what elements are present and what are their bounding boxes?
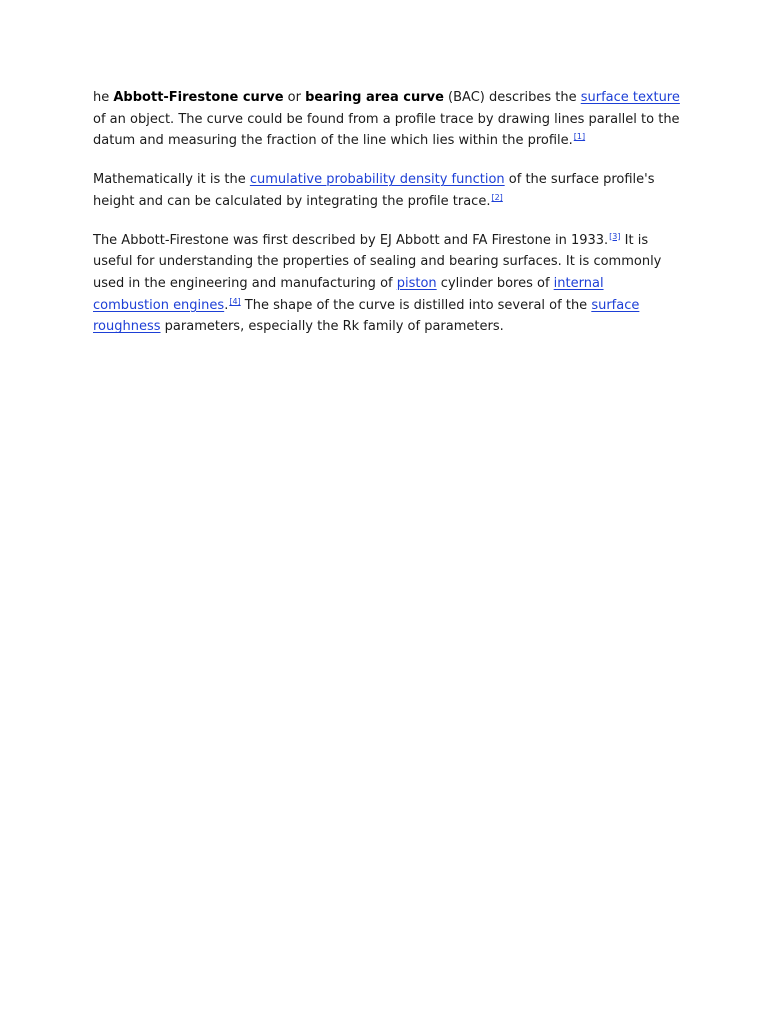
text-run: The shape of the curve is distilled into several of the [240,297,592,313]
paragraph-history [93,230,683,339]
paragraph-intro [93,87,683,152]
text-run: (BAC) describes the [443,90,581,105]
text-run: . [224,297,229,313]
citation-2 [491,193,502,202]
citation-link-2[interactable]: [2] [491,192,503,202]
link-internal-combustion-engines[interactable]: internal combustion engines [93,275,604,313]
text-run: It is useful for understanding the properties of sealing and bearing surfaces. It is commonly used in the engineering and manufacturing of [93,232,662,291]
text-run: parameters, especially the Rk family of parameters. [160,319,504,335]
text-run: of an object. The curve could be found from a profile trace by drawing lines parallel to the datum and measuring the fraction of the line which lies within the profile. [93,111,680,149]
text-run: he [93,90,114,105]
citation-4 [229,297,240,306]
term-abbott-firestone-curve: Abbott-Firestone curve [113,90,284,105]
text-run: of the surface profile's height and can be calculated by integrating the profile trace. [93,172,655,209]
citation-link-4[interactable]: [4] [229,296,241,306]
text-run: cylinder bores of [436,275,554,291]
text-run: or [283,90,306,105]
paragraph-mathematical [93,169,683,212]
citation-1 [574,132,585,141]
link-surface-texture[interactable]: surface texture [580,90,680,105]
citation-link-3[interactable]: [3] [609,231,621,241]
term-bearing-area-curve: bearing area curve [305,90,444,105]
link-piston[interactable]: piston [396,275,437,291]
text-run: The Abbott-Firestone was first described by EJ Abbott and FA Firestone in 1933. [93,232,609,248]
citation-3 [609,232,620,241]
article-body [93,87,683,355]
citation-link-1[interactable]: [1] [573,132,586,142]
link-surface-roughness[interactable]: surface roughness [93,297,640,335]
link-cumulative-probability-density-function[interactable]: cumulative probability density function [249,172,505,188]
text-run: Mathematically it is the [93,172,250,188]
